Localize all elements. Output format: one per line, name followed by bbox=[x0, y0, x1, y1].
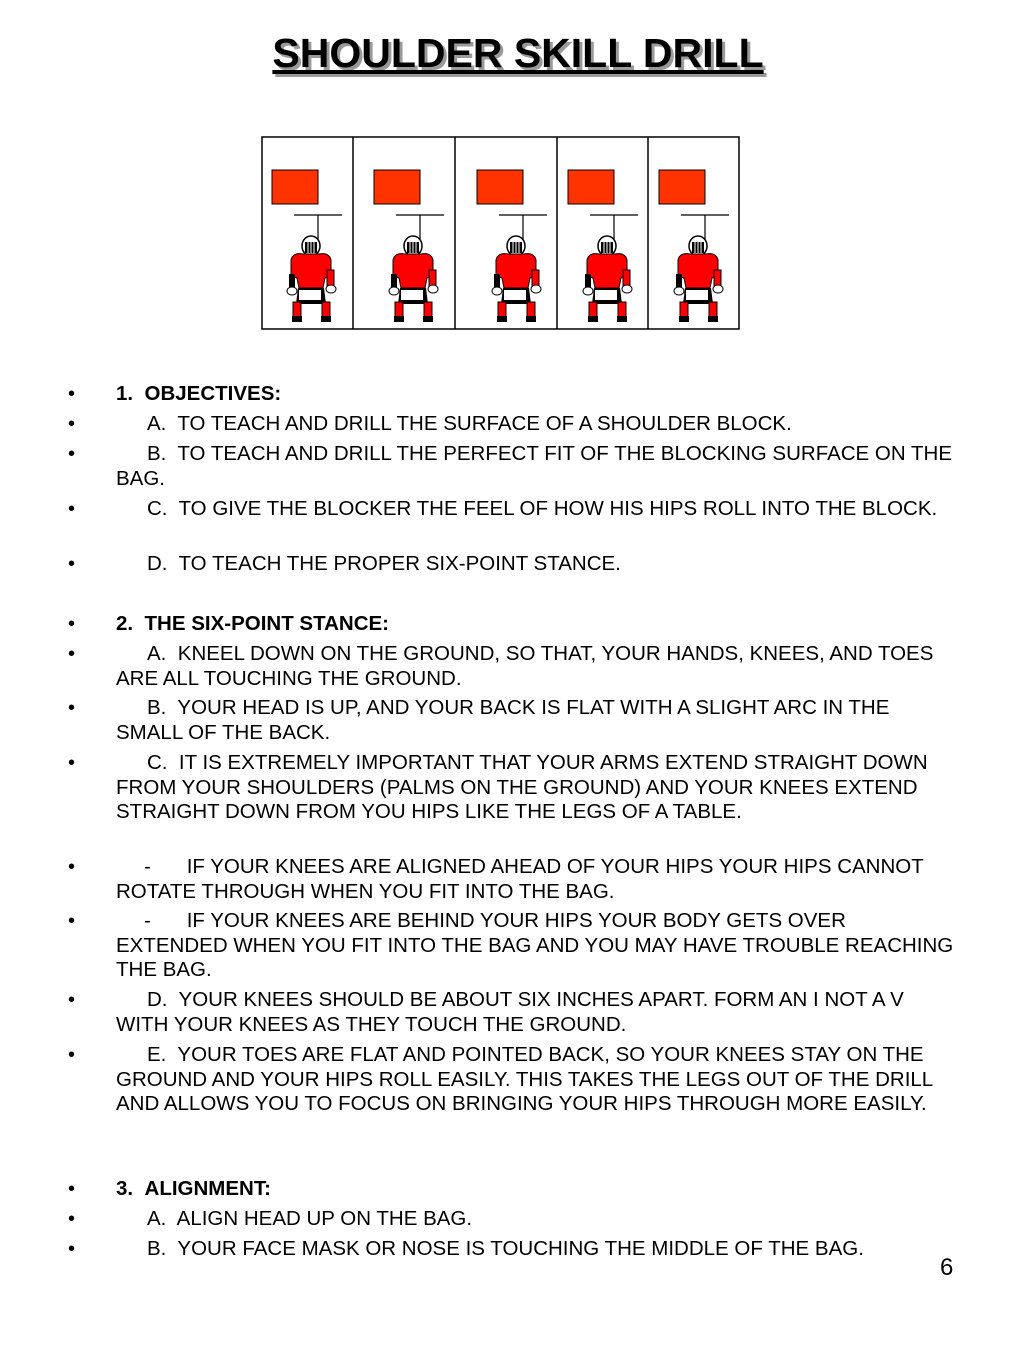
item-marker: C. bbox=[147, 751, 168, 774]
list-item bbox=[68, 412, 956, 437]
item-marker: B. bbox=[147, 696, 167, 719]
item-marker: E. bbox=[147, 1043, 167, 1066]
list-item bbox=[68, 382, 956, 407]
drill-diagram bbox=[261, 136, 740, 330]
bullet: • bbox=[68, 989, 76, 1011]
item-marker: B. bbox=[147, 442, 167, 465]
item-marker: A. bbox=[147, 1207, 167, 1230]
list-item bbox=[68, 1177, 956, 1202]
list-item bbox=[68, 612, 956, 637]
bullet: • bbox=[68, 697, 76, 719]
item-text: IT IS EXTREMELY IMPORTANT THAT YOUR ARMS EXTEND STRAIGHT DOWN FROM YOUR SHOULDERS (PALMS ON THE GROUND) AND YOUR KNEES EXTEND STRAIGHT DOWN FROM YOU HIPS LIKE THE LEGS OF A TABLE. bbox=[116, 751, 928, 823]
bullet: • bbox=[68, 613, 76, 635]
blocking-bag bbox=[568, 170, 614, 204]
blocking-bag bbox=[659, 170, 705, 204]
list-item bbox=[68, 1207, 956, 1232]
item-marker: - bbox=[144, 909, 151, 932]
section-heading: ALIGNMENT: bbox=[144, 1177, 271, 1200]
item-marker: 3. bbox=[116, 1177, 134, 1200]
blocking-bag bbox=[374, 170, 420, 204]
item-marker: A. bbox=[147, 642, 167, 665]
item-text: TO TEACH AND DRILL THE SURFACE OF A SHOULDER BLOCK. bbox=[177, 412, 792, 435]
bullet: • bbox=[68, 443, 76, 465]
bullet: • bbox=[68, 910, 76, 932]
list-item bbox=[68, 497, 956, 522]
page-title: SHOULDER SKILL DRILL bbox=[272, 30, 764, 76]
bullet: • bbox=[68, 752, 76, 774]
bullet: • bbox=[68, 643, 76, 665]
diagram-frame bbox=[262, 137, 739, 329]
section-heading: THE SIX-POINT STANCE: bbox=[144, 612, 390, 635]
list-item bbox=[68, 1237, 956, 1262]
item-marker: C. bbox=[147, 497, 168, 520]
item-marker: 2. bbox=[116, 612, 134, 635]
list-item bbox=[68, 988, 956, 1037]
item-text: TO TEACH AND DRILL THE PERFECT FIT OF THE BLOCKING SURFACE ON THE BAG. bbox=[116, 442, 953, 490]
item-marker: D. bbox=[147, 988, 168, 1011]
item-text: YOUR KNEES SHOULD BE ABOUT SIX INCHES APART. FORM AN I NOT A V WITH YOUR KNEES AS THEY TOUCH THE GROUND. bbox=[116, 988, 904, 1036]
list-item bbox=[68, 696, 956, 745]
item-marker: B. bbox=[147, 1237, 167, 1260]
page-number: 6 bbox=[940, 1254, 954, 1281]
item-marker: - bbox=[144, 855, 151, 878]
bullet: • bbox=[68, 856, 76, 878]
item-text: ALIGN HEAD UP ON THE BAG. bbox=[176, 1207, 473, 1230]
bullet: • bbox=[68, 1178, 76, 1200]
item-text: TO GIVE THE BLOCKER THE FEEL OF HOW HIS HIPS ROLL INTO THE BLOCK. bbox=[178, 497, 938, 520]
item-text: YOUR TOES ARE FLAT AND POINTED BACK, SO YOUR KNEES STAY ON THE GROUND AND YOUR HIPS ROLL EASILY. THIS TAKES THE LEGS OUT OF THE DRILL AND ALLOWS YOU TO FOCUS ON BRINGING YOUR HIPS THROUGH MORE EASILY. bbox=[116, 1043, 933, 1115]
item-marker: 1. bbox=[116, 382, 134, 405]
list-item bbox=[68, 552, 956, 577]
item-text: IF YOUR KNEES ARE BEHIND YOUR HIPS YOUR BODY GETS OVER EXTENDED WHEN YOU FIT INTO THE BAG AND YOU MAY HAVE TROUBLE REACHING THE BAG. bbox=[116, 909, 954, 981]
blocking-bag bbox=[272, 170, 318, 204]
item-text: YOUR HEAD IS UP, AND YOUR BACK IS FLAT WITH A SLIGHT ARC IN THE SMALL OF THE BACK. bbox=[116, 696, 890, 744]
item-text: YOUR FACE MASK OR NOSE IS TOUCHING THE MIDDLE OF THE BAG. bbox=[177, 1237, 864, 1260]
item-marker: A. bbox=[147, 412, 167, 435]
list-item bbox=[68, 909, 956, 983]
blocking-bag bbox=[477, 170, 523, 204]
bullet: • bbox=[68, 1238, 76, 1260]
item-text: IF YOUR KNEES ARE ALIGNED AHEAD OF YOUR HIPS YOUR HIPS CANNOT ROTATE THROUGH WHEN YOU FIT INTO THE BAG. bbox=[116, 855, 924, 903]
item-text: KNEEL DOWN ON THE GROUND, SO THAT, YOUR HANDS, KNEES, AND TOES ARE ALL TOUCHING THE GROUND. bbox=[116, 642, 934, 690]
bullet: • bbox=[68, 383, 76, 405]
bullet: • bbox=[68, 413, 76, 435]
bullet: • bbox=[68, 1208, 76, 1230]
bullet: • bbox=[68, 1044, 76, 1066]
item-text: TO TEACH THE PROPER SIX-POINT STANCE. bbox=[178, 552, 621, 575]
list-item bbox=[68, 751, 956, 825]
bullet: • bbox=[68, 498, 76, 520]
section-heading: OBJECTIVES: bbox=[144, 382, 282, 405]
list-item bbox=[68, 1043, 956, 1117]
list-item bbox=[68, 855, 956, 904]
list-item bbox=[68, 642, 956, 691]
item-marker: D. bbox=[147, 552, 168, 575]
drill-diagram-svg bbox=[261, 136, 740, 330]
bullet: • bbox=[68, 553, 76, 575]
list-item bbox=[68, 442, 956, 491]
